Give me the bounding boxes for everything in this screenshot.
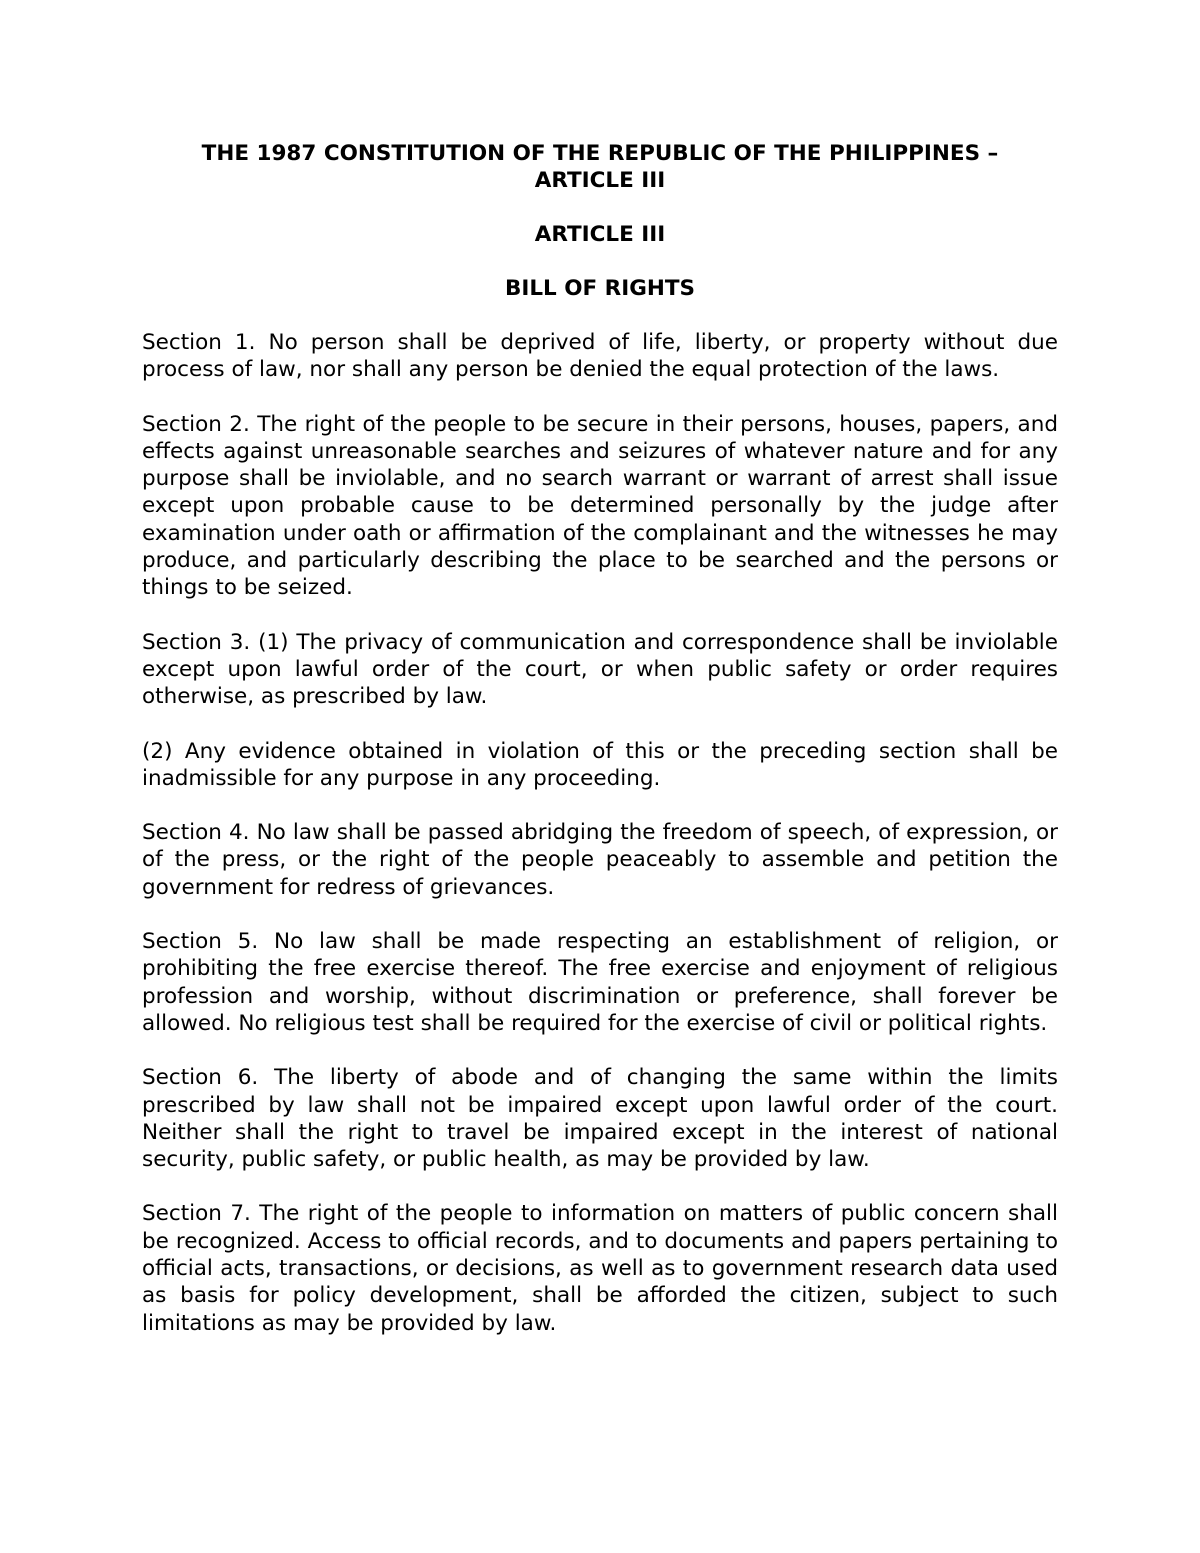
document-page	[142, 140, 1058, 1337]
section-1-paragraph: Section 1. No person shall be deprived of life, liberty, or property without due process of law, nor shall any person be denied the equal protection of the laws.	[142, 330, 1058, 383]
section-3-paragraph-2: (2) Any evidence obtained in violation of this or the preceding section shall be inadmissible for any purpose in any proceeding.	[142, 738, 1058, 791]
section-3-paragraph-1: Section 3. (1) The privacy of communication and correspondence shall be inviolable except upon lawful order of the court, or when public safety or order requires otherwise, as prescribed by law.	[142, 629, 1058, 710]
bill-of-rights-heading: BILL OF RIGHTS	[504, 276, 696, 301]
document-title-line-1: THE 1987 CONSTITUTION OF THE REPUBLIC OF THE PHILIPPINES –	[201, 141, 999, 166]
section-2-paragraph: Section 2. The right of the people to be secure in their persons, houses, papers, and effects against unreasonable searches and seizures of whatever nature and for any purpose shall be inviolable, and no search warrant or warrant of arrest shall issue except upon probable cause to be determined personally by the judge after examination under oath or affirmation of the complainant and the witnesses he may produce, and particularly describing the place to be searched and the persons or things to be seized.	[142, 411, 1058, 601]
section-4-paragraph: Section 4. No law shall be passed abridging the freedom of speech, of expression, or of the press, or the right of the people peaceably to assemble and petition the government for redress of grievances.	[142, 820, 1058, 900]
document-title-line-2: ARTICLE III	[534, 168, 666, 193]
section-6-paragraph: Section 6. The liberty of abode and of changing the same within the limits prescribed by law shall not be impaired except upon lawful order of the court. Neither shall the right to travel be impaired except in the interest of national security, public safety, or public health, as may be provided by law.	[142, 1065, 1058, 1173]
section-7-paragraph: Section 7. The right of the people to information on matters of public concern shall be recognized. Access to official records, and to documents and papers pertaining to official acts, transactions, or decisions, as well as to government research data used as basis for policy development, shall be afforded the citizen, subject to such limitations as may be provided by law.	[142, 1201, 1058, 1336]
section-5-paragraph: Section 5. No law shall be made respecting an establishment of religion, or prohibiting the free exercise thereof. The free exercise and enjoyment of religious profession and worship, without discrimination or preference, shall forever be allowed. No religious test shall be required for the exercise of civil or political rights.	[142, 929, 1058, 1036]
article-heading: ARTICLE III	[534, 222, 666, 247]
document-title	[142, 140, 1058, 194]
